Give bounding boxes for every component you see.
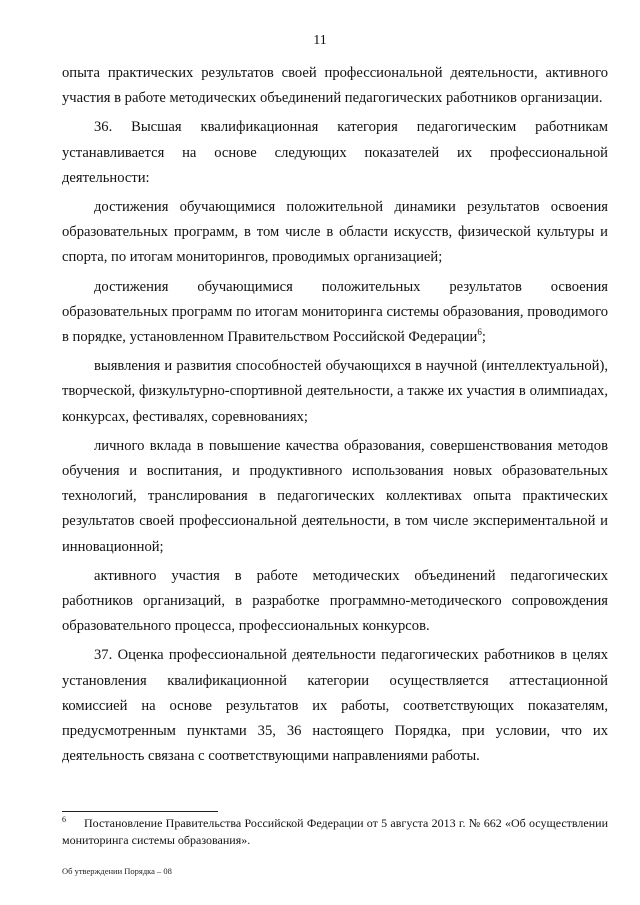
paragraph-indicator-abilities: выявления и развития способностей обучающихся в научной (интеллектуальной), творческой, физкультурно-спортивной деятельности, а также их участия в олимпиадах, конкурсах, фестивалях, соревнованиях; (62, 358, 608, 425)
footnote-reference: 6 (477, 327, 482, 338)
document-body (62, 61, 608, 769)
paragraph-item-36: 36. Высшая квалификационная категория педагогическим работникам устанавливается на основе следующих показателей их профессиональной деятельности: (62, 119, 608, 186)
paragraph-text: достижения обучающимися положительных результатов освоения образовательных программ по итогам мониторинга системы образования, проводимого в порядке, установленном Правительством Российской Федерации (62, 278, 608, 346)
paragraph-indicator-dynamics: достижения обучающимися положительной динамики результатов освоения образовательных программ, в том числе в области искусств, физической культуры и спорта, по итогам мониторингов, проводимых организацией; (62, 199, 608, 266)
footnote-mark: 6 (62, 815, 66, 824)
footnote-divider (62, 811, 218, 812)
page-number: 11 (313, 33, 327, 48)
paragraph-indicator-participation: активного участия в работе методических объединений педагогических работников организаций, в разработке программно-методического сопровождения образовательного процесса, профессиональных конкурсов. (62, 567, 608, 635)
document-footer: Об утверждении Порядка – 08 (62, 866, 172, 876)
paragraph-item-37: 37. Оценка профессиональной деятельности педагогических работников в целях установления квалификационной категории осуществляется аттестационной комиссией на основе результатов их работы, соответствующих показателям, предусмотренным пунктами 35, 36 настоящего Порядка, при условии, что их деятельность связана с соответствующими направлениями работы. (62, 647, 608, 765)
paragraph-tail: ; (481, 329, 486, 346)
footnote-text: Постановление Правительства Российской Федерации от 5 августа 2013 г. № 662 «Об осуществлении мониторинга системы образования». (62, 816, 608, 847)
footnote (62, 815, 608, 849)
paragraph-continuation: опыта практических результатов своей профессиональной деятельности, активного участия в работе методических объединений педагогических работников организации. (62, 65, 608, 107)
paragraph-indicator-monitoring (62, 275, 608, 351)
paragraph-indicator-contribution: личного вклада в повышение качества образования, совершенствования методов обучения и воспитания, и продуктивного использования новых образовательных технологий, транслирования в педагогических коллективах опыта практических результатов своей профессиональной деятельности, в том числе экспериментальной и инновационной; (62, 437, 608, 555)
